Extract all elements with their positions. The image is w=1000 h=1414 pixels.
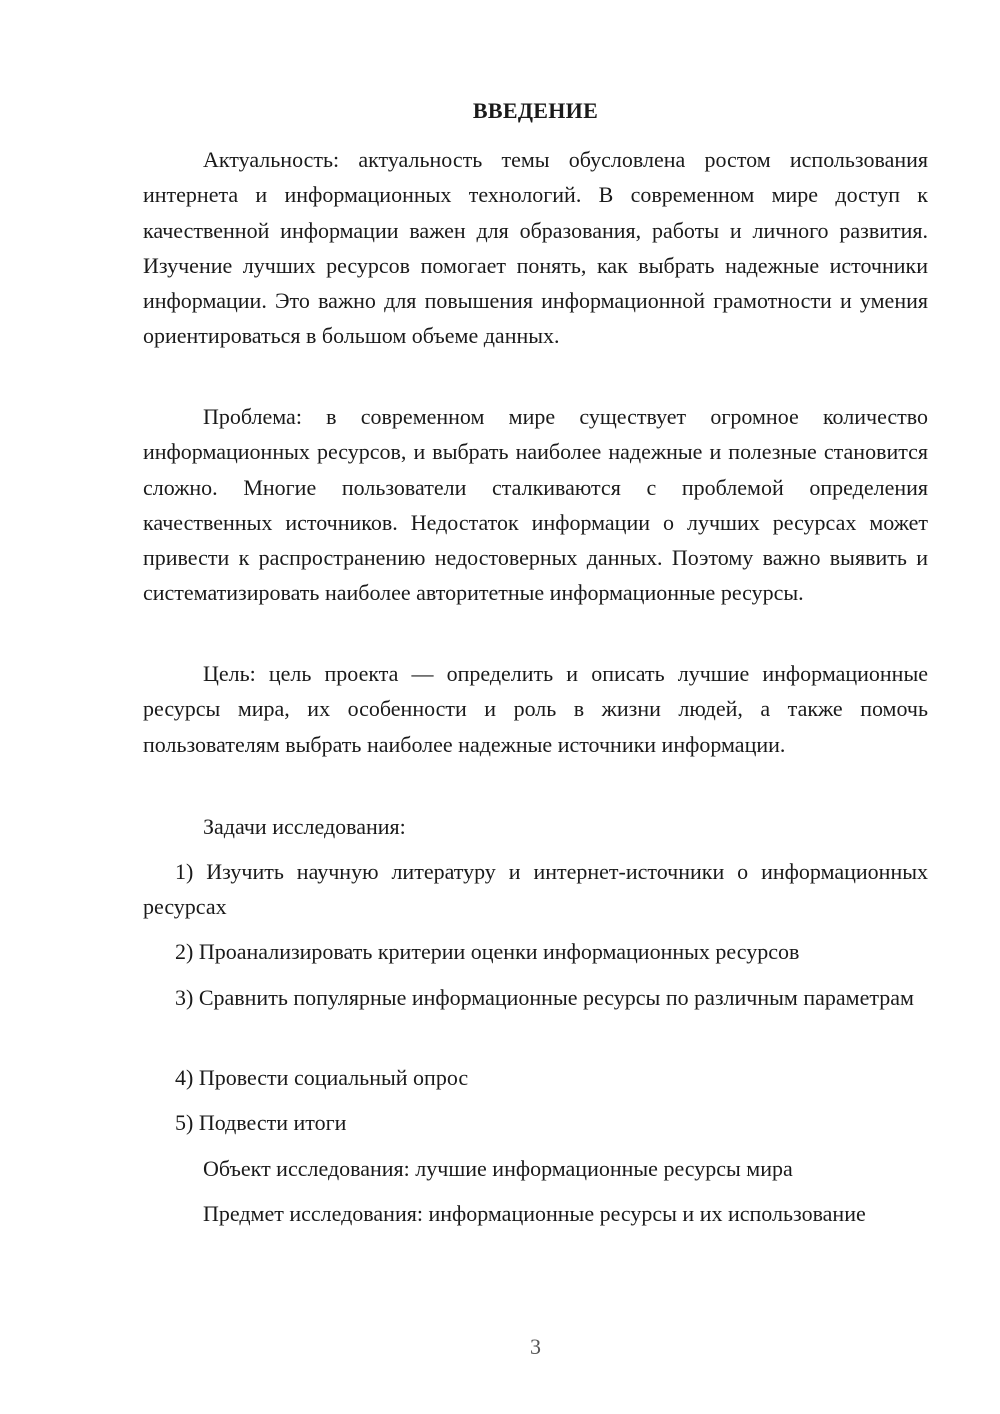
paragraph-goal: Цель: цель проекта — определить и описать лучшие информационные ресурсы мира, их особенности и роль в жизни людей, а также помочь пользователям выбрать наиболее надежные источники информации. [143,661,928,757]
paragraph-subject: Предмет исследования: информационные ресурсы и их использование [203,1201,866,1226]
page-number: 3 [530,1334,541,1359]
paragraph-relevance: Актуальность: актуальность темы обусловлена ростом использования интернета и информационных технологий. В современном мире доступ к качественной информации важен для образования, работы и личного развития. Изучение лучших ресурсов помогает понять, как выбрать надежные источники информации. Это важно для повышения информационной грамотности и умения ориентироваться в большом объеме данных. [143,147,928,349]
paragraph-problem: Проблема: в современном мире существует огромное количество информационных ресурсов, и выбрать наиболее надежные и полезные становится сложно. Многие пользователи сталкиваются с проблемой определения качественных источников. Недостаток информации о лучших ресурсах может привести к распространению недостоверных данных. Поэтому важно выявить и систематизировать наиболее авторитетные информационные ресурсы. [143,404,928,606]
section-heading: ВВЕДЕНИЕ [472,98,599,123]
list-item-task-1: 1) Изучить научную литературу и интернет-источники о информационных ресурсах [143,859,928,920]
paragraph-object: Объект исследования: лучшие информационные ресурсы мира [203,1156,793,1181]
paragraph-tasks-title: Задачи исследования: [203,814,406,839]
list-item-task-5: 5) Подвести итоги [175,1110,347,1135]
list-item-task-2: 2) Проанализировать критерии оценки информационных ресурсов [175,939,800,964]
list-item-task-3: 3) Сравнить популярные информационные ресурсы по различным параметрам [175,985,914,1010]
document-page [143,0,928,1414]
list-item-task-4: 4) Провести социальный опрос [175,1065,469,1090]
